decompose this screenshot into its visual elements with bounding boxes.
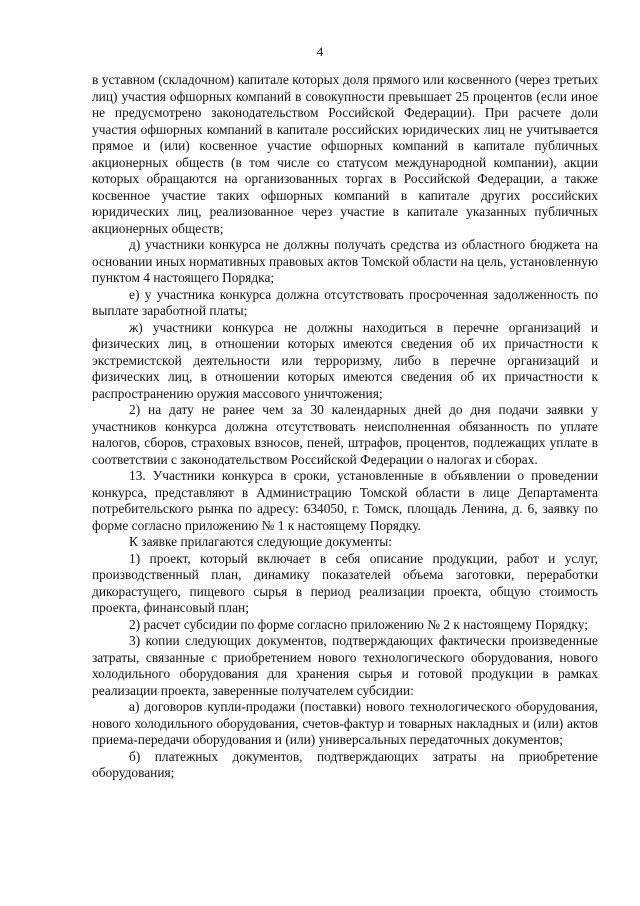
- paragraph: 2) на дату не ранее чем за 30 календарных дней до дня подачи заявки у участников конкурса должна отсутствовать неисполненная обязанность по уплате налогов, сборов, страховых взносов, пеней, штрафов, процентов, подлежащих уплате в соответствии с законодательством Российской Федерации о налогах и сборах.: [92, 402, 598, 467]
- paragraph: 13. Участники конкурса в сроки, установленные в объявлении о проведении конкурса, представляют в Администрацию Томской области в лице Департамента потребительского рынка по адресу: 634050, г. Томск, площадь Ленина, д. 6, заявку по форме согласно приложению № 1 к настоящему Порядку.: [92, 468, 598, 533]
- paragraph: К заявке прилагаются следующие документы:: [129, 534, 393, 549]
- paragraph: ж) участники конкурса не должны находиться в перечне организаций и физических лиц, в отношении которых имеются сведения об их причастности к экстремистской деятельности или терроризму, либо в перечне организаций и физических лиц, в отношении которых имеются сведения об их причастности к распространению оружия массового уничтожения;: [92, 319, 598, 401]
- paragraph: 2) расчет субсидии по форме согласно приложению № 2 к настоящему Порядку;: [129, 616, 588, 632]
- paragraph: д) участники конкурса не должны получать средства из областного бюджета на основании иных нормативных правовых актов Томской области на цель, установленную пунктом 4 настоящего Порядка;: [92, 237, 598, 285]
- paragraph: б) платежных документов, подтверждающих затраты на приобретение оборудования;: [92, 748, 598, 780]
- page-number: 4: [316, 44, 324, 59]
- paragraph: 1) проект, который включает в себя описание продукции, работ и услуг, производственный план, динамику показателей объема заготовки, переработки дикорастущего, пищевого сырья в период реализации проекта, общую стоимость проекта, финансовый план;: [92, 550, 598, 615]
- document-body: [92, 72, 598, 782]
- paragraph: е) у участника конкурса должна отсутствовать просроченная задолженность по выплате заработной платы;: [92, 286, 598, 318]
- paragraph: в уставном (складочном) капитале которых доля прямого или косвенного (через третьих лиц) участия офшорных компаний в совокупности превышает 25 процентов (если иное не предусмотрено законодательством Российской Федерации). При расчете доли участия офшорных компаний в капитале российских юридических лиц не учитывается прямое и (или) косвенное участие офшорных компаний в капитале публичных акционерных обществ (в том числе со статусом международной компании), акции которых обращаются на организованных торгах в Российской Федерации, а также косвенное участие таких офшорных компаний в капитале других российских юридических лиц, реализованное через участие в капитале указанных публичных акционерных обществ;: [92, 72, 598, 236]
- paragraph: а) договоров купли-продажи (поставки) нового технологического оборудования, нового холодильного оборудования, счетов-фактур и товарных накладных и (или) актов приема-передачи оборудования и (или) универсальных передаточных документов;: [92, 699, 598, 747]
- paragraph: 3) копии следующих документов, подтверждающих фактически произведенные затраты, связанные с приобретением нового технологического оборудования, нового холодильного оборудования для хранения сырья и готовой продукции в рамках реализации проекта, заверенные получателем субсидии:: [92, 633, 598, 698]
